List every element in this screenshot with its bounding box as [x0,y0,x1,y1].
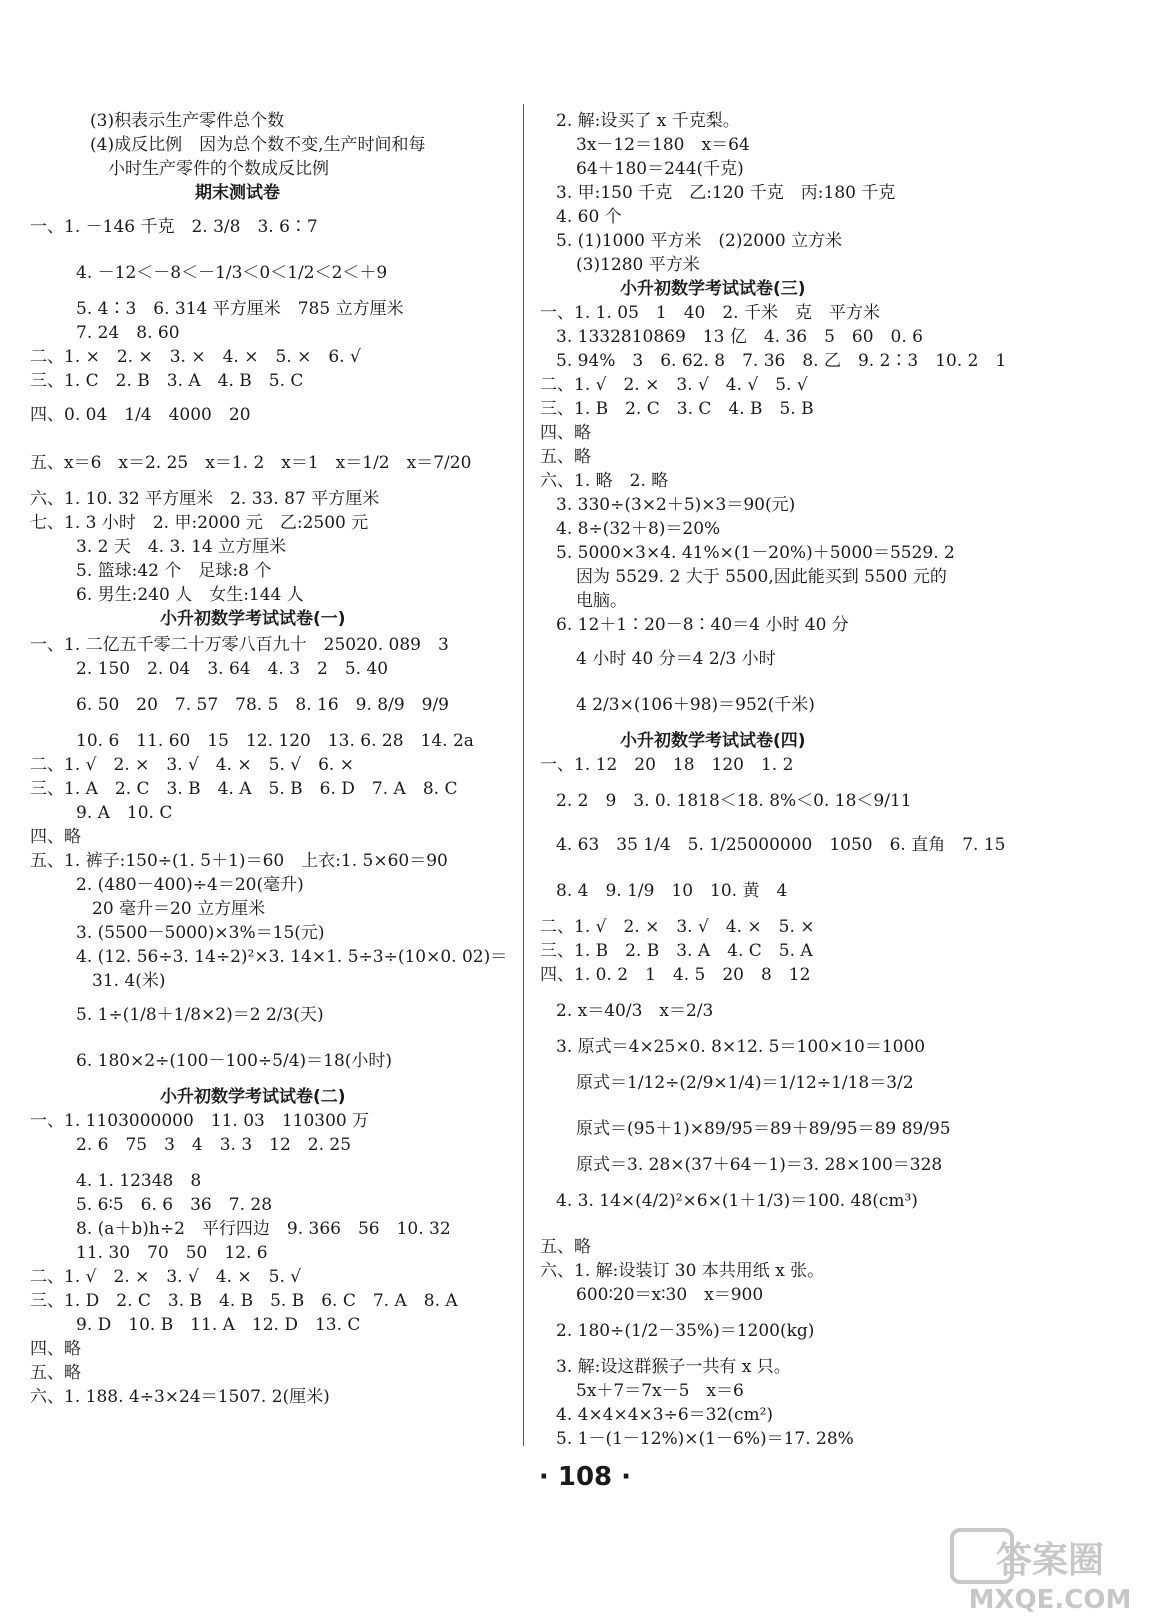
answer-line: 因为 5529. 2 大于 5500,因此能买到 5500 元的 [576,567,947,587]
answer-line: 600∶20＝x∶30 x＝900 [576,1285,764,1305]
answer-line: 6. 180×2÷(100－100÷5/4)＝18(小时) [76,1051,393,1071]
answer-line: 3. 1332810869 13 亿 4. 36 5 60 0. 6 [556,327,923,347]
answer-line: 三、1. C 2. B 3. A 4. B 5. C [30,371,304,391]
answer-line: 4. (12. 56÷3. 14÷2)²×3. 14×1. 5÷3÷(10×0. 02)＝ [76,947,508,967]
answer-line: 2. x＝40/3 x＝2/3 [556,1001,714,1021]
answer-line: 三、1. B 2. C 3. C 4. B 5. B [540,399,814,419]
answer-line: 5. 1－(1－12%)×(1－6%)＝17. 28% [556,1429,854,1449]
answer-line: 3. 解:设这群猴子一共有 x 只。 [556,1357,791,1377]
answer-line: 3. 甲:150 千克 乙:120 千克 丙:180 千克 [556,183,896,203]
answer-line: 原式＝(95＋1)×89/95＝89＋89/95＝89 89/95 [576,1119,951,1139]
answer-line: 一、1. －146 千克 2. 3/8 3. 6∶7 [30,217,318,237]
answer-line: 5. 94% 3 6. 62. 8 7. 36 8. 乙 9. 2∶3 10. 2 1 [556,351,1007,371]
answer-line: 原式＝1/12÷(2/9×1/4)＝1/12÷1/18＝3/2 [576,1073,914,1093]
answer-line: 六、1. 188. 4÷3×24＝1507. 2(厘米) [30,1387,330,1407]
answer-line: 二、1. √ 2. × 3. √ 4. √ 5. √ [540,375,808,395]
answer-line: 6. 50 20 7. 57 78. 5 8. 16 9. 8/9 9/9 [76,695,449,715]
answer-line: 六、1. 10. 32 平方厘米 2. 33. 87 平方厘米 [30,489,380,509]
answer-line: 四、1. 0. 2 1 4. 5 20 8 12 [540,965,811,985]
answer-line: 2. 6 75 3 4 3. 3 12 2. 25 [76,1135,352,1155]
answer-line: 5. (1)1000 平方米 (2)2000 立方米 [556,231,843,251]
answer-line: 5. 6∶5 6. 6 36 7. 28 [76,1195,273,1215]
answer-line: 4 小时 40 分＝4 2/3 小时 [576,649,776,669]
answer-line: 31. 4(米) [92,971,166,991]
answer-line: 四、略 [30,827,81,847]
watermark-text-bottom: MXQE.COM [968,1585,1132,1614]
section-title: 期末测试卷 [195,183,280,203]
section-title: 小升初数学考试试卷(四) [620,731,806,751]
answer-line: 4. 3. 14×(4/2)²×6×(1＋1/3)＝100. 48(cm³) [556,1191,918,1211]
answer-line: 3. 原式＝4×25×0. 8×12. 5＝100×10＝1000 [556,1037,926,1057]
answer-line: 六、1. 解:设装订 30 本共用纸 x 张。 [540,1261,825,1281]
page-number: · 108 · [538,1462,632,1492]
answer-line: 4. 4×4×4×3÷6＝32(cm²) [556,1405,774,1425]
answer-line: 5x＋7＝7x－5 x＝6 [576,1381,744,1401]
answer-line: 10. 6 11. 60 15 12. 120 13. 6. 28 14. 2a [76,731,474,751]
section-title: 小升初数学考试试卷(二) [160,1087,346,1107]
answer-line: 20 毫升＝20 立方厘米 [92,899,266,919]
answer-line: 4 2/3×(106＋98)＝952(千米) [576,695,815,715]
answer-line: 4. 1. 12348 8 [76,1171,202,1191]
answer-line: 3x－12＝180 x＝64 [576,135,750,155]
answer-line: 二、1. √ 2. × 3. √ 4. × 5. √ 6. × [30,755,354,775]
answer-line: 4. 60 个 [556,207,622,227]
answer-line: 7. 24 8. 60 [76,323,180,343]
answer-line: 五、1. 裤子:150÷(1. 5＋1)＝60 上衣:1. 5×60＝90 [30,851,448,871]
answer-line: 三、1. D 2. C 3. B 4. B 5. B 6. C 7. A 8. A [30,1291,458,1311]
answer-line: (3)积表示生产零件总个数 [90,111,285,131]
answer-line: 5. 1÷(1/8＋1/8×2)＝2 2/3(天) [76,1005,324,1025]
answer-line: 6. 男生:240 人 女生:144 人 [76,585,304,605]
answer-line: (3)1280 平方米 [576,255,700,275]
watermark-text-top: 答案圈 [995,1540,1105,1581]
section-title: 小升初数学考试试卷(三) [620,279,806,299]
answer-line: 2. 150 2. 04 3. 64 4. 3 2 5. 40 [76,659,389,679]
answer-line: 4. 8÷(32＋8)＝20% [556,519,721,539]
answer-line: 8. 4 9. 1/9 10 10. 黄 4 [556,881,788,901]
answer-line: 5. 4∶3 6. 314 平方厘米 785 立方厘米 [76,299,404,319]
answer-line: 64＋180＝244(千克) [576,159,744,179]
answer-line: 一、1. 二亿五千零二十万零八百九十 25020. 089 3 [30,635,449,655]
answer-line: 6. 12＋1∶20－8∶40＝4 小时 40 分 [556,615,849,635]
answer-line: 3. (5500－5000)×3%＝15(元) [76,923,325,943]
answer-line: 2. 2 9 3. 0. 1818＜18. 8%＜0. 18＜9/11 [556,791,912,811]
answer-line: 11. 30 70 50 12. 6 [76,1243,268,1263]
answer-line: 5. 5000×3×4. 41%×(1－20%)＋5000＝5529. 2 [556,543,955,563]
answer-line: 5. 篮球:42 个 足球:8 个 [76,561,272,581]
answer-line: 2. 180÷(1/2－35%)＝1200(kg) [556,1321,815,1341]
answer-line: 五、略 [540,447,591,467]
answer-line: 9. A 10. C [76,803,173,823]
answer-line: 一、1. 12 20 18 120 1. 2 [540,755,794,775]
answer-line: 原式＝3. 28×(37＋64－1)＝3. 28×100＝328 [576,1155,943,1175]
answer-line: 一、1. 1103000000 11. 03 110300 万 [30,1111,370,1131]
answer-line: 4. 63 35 1/4 5. 1/25000000 1050 6. 直角 7. 15 [556,835,1006,855]
answer-line: 五、略 [540,1237,591,1257]
answer-line: 五、x＝6 x＝2. 25 x＝1. 2 x＝1 x＝1/2 x＝7/20 [30,453,472,473]
answer-line: 四、0. 04 1/4 4000 20 [30,405,251,425]
watermark-logo [950,1528,1150,1614]
answer-line: 8. (a＋b)h÷2 平行四边 9. 366 56 10. 32 [76,1219,451,1239]
answer-line: 一、1. 1. 05 1 40 2. 千米 克 平方米 [540,303,880,323]
answer-line: 四、略 [30,1339,81,1359]
answer-line: 3. 2 天 4. 3. 14 立方厘米 [76,537,287,557]
answer-line: 六、1. 略 2. 略 [540,471,669,491]
answer-line: 三、1. B 2. B 3. A 4. C 5. A [540,941,813,961]
answer-line: 二、1. √ 2. × 3. √ 4. × 5. × [540,917,815,937]
answer-line: 3. 330÷(3×2＋5)×3＝90(元) [556,495,796,515]
section-title: 小升初数学考试试卷(一) [160,609,346,629]
answer-line: 2. 解:设买了 x 千克梨。 [556,111,740,131]
answer-line: 四、略 [540,423,591,443]
answer-line: 小时生产零件的个数成反比例 [108,159,329,179]
column-divider [523,104,524,1446]
answer-line: (4)成反比例 因为总个数不变,生产时间和每 [90,135,426,155]
answer-line: 电脑。 [576,591,627,611]
answer-line: 9. D 10. B 11. A 12. D 13. C [76,1315,361,1335]
answer-line: 2. (480－400)÷4＝20(毫升) [76,875,304,895]
answer-line: 4. －12＜－8＜－1/3＜0＜1/2＜2＜＋9 [76,263,388,283]
answer-line: 五、略 [30,1363,81,1383]
answer-line: 二、1. √ 2. × 3. √ 4. × 5. √ [30,1267,302,1287]
answer-line: 三、1. A 2. C 3. B 4. A 5. B 6. D 7. A 8. C [30,779,458,799]
answer-line: 二、1. × 2. × 3. × 4. × 5. × 6. √ [30,347,361,367]
answer-line: 七、1. 3 小时 2. 甲:2000 元 乙:2500 元 [30,513,369,533]
